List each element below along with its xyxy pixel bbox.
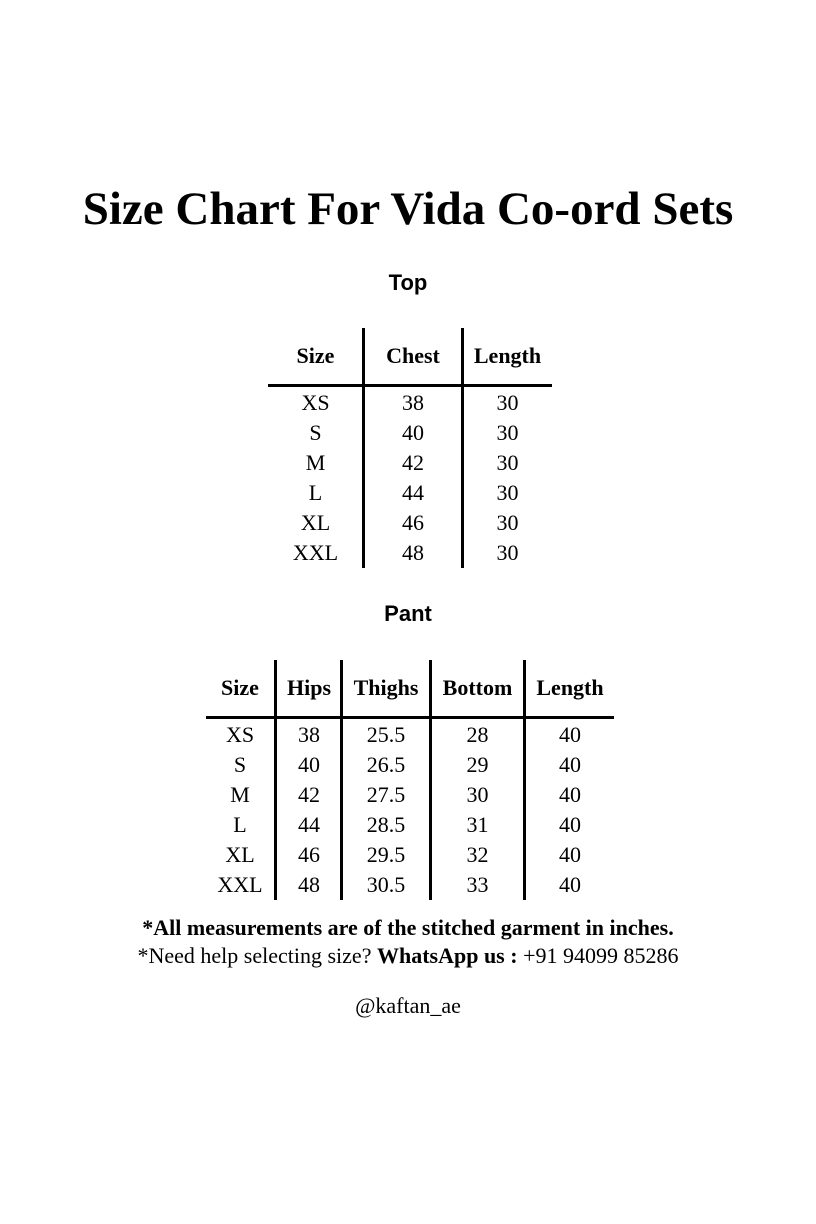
table-cell: XS [301, 390, 330, 415]
table-cell: 40 [559, 722, 581, 747]
table-cell: 28 [466, 722, 489, 747]
table-cell: 28.5 [366, 812, 406, 837]
table-cell: 29.5 [366, 842, 406, 867]
table-cell: 40 [559, 752, 581, 777]
help-note-prefix: *Need help selecting size? [137, 943, 377, 968]
column-header: Length [473, 343, 542, 368]
table-cell: 42 [298, 782, 320, 807]
table-cell: 33 [466, 872, 489, 897]
table-cell: 40 [559, 872, 581, 897]
table-cell: 30.5 [366, 872, 406, 897]
table-cell: 40 [298, 752, 320, 777]
table-cell: 32 [466, 842, 489, 867]
table-cell: XXL [292, 540, 339, 565]
table-cell: 46 [298, 842, 320, 867]
column-divider [340, 660, 343, 900]
column-header: Chest [386, 343, 440, 368]
whatsapp-label: WhatsApp us : [376, 943, 518, 968]
table-cell: 40 [402, 420, 424, 445]
table-cell: 30 [496, 480, 519, 505]
measurement-note-text: *All measurements are of the stitched garment in inches. [142, 915, 674, 940]
help-note [0, 942, 816, 970]
header-rule [268, 384, 552, 387]
column-header: Size [221, 675, 259, 700]
table-cell: 30 [496, 510, 519, 535]
table-cell: 25.5 [366, 722, 406, 747]
table-cell: 38 [402, 390, 424, 415]
column-header: Size [296, 343, 335, 368]
top-section-heading: Top [388, 270, 428, 295]
header-rule [206, 716, 614, 719]
table-cell: 31 [466, 812, 489, 837]
table-cell: XL [300, 510, 331, 535]
whatsapp-phone: +91 94099 85286 [517, 943, 679, 968]
table-cell: 44 [402, 480, 424, 505]
column-header: Bottom [442, 675, 513, 700]
table-cell: 44 [298, 812, 320, 837]
table-cell: 38 [298, 722, 320, 747]
pant-section-heading: Pant [384, 601, 432, 626]
table-cell: 48 [402, 540, 424, 565]
column-divider [274, 660, 277, 900]
table-cell: S [233, 752, 247, 777]
table-cell: 48 [298, 872, 320, 897]
column-header: Length [536, 675, 604, 700]
table-cell: 40 [559, 782, 581, 807]
table-cell: 46 [402, 510, 424, 535]
table-cell: L [233, 812, 247, 837]
table-cell: 42 [402, 450, 424, 475]
table-cell: XL [225, 842, 255, 867]
page-title: Size Chart For Vida Co-ord Sets [82, 183, 734, 235]
table-cell: L [308, 480, 323, 505]
measurement-note [0, 914, 816, 942]
column-divider [362, 328, 365, 568]
table-cell: 30 [496, 450, 519, 475]
table-cell: 26.5 [366, 752, 406, 777]
table-cell: 40 [559, 812, 581, 837]
table-cell: 30 [496, 420, 519, 445]
column-divider [523, 660, 526, 900]
table-cell: 30 [496, 390, 519, 415]
table-cell: M [230, 782, 250, 807]
table-cell: 27.5 [366, 782, 406, 807]
table-cell: 30 [496, 540, 519, 565]
table-cell: XXL [217, 872, 263, 897]
top-size-table [268, 328, 552, 568]
column-divider [461, 328, 464, 568]
table-cell: S [309, 420, 322, 445]
table-cell: M [305, 450, 326, 475]
table-cell: 29 [466, 752, 489, 777]
column-header: Hips [286, 675, 332, 700]
instagram-handle: @kaftan_ae [355, 993, 461, 1018]
table-cell: 40 [559, 842, 581, 867]
table-cell: XS [225, 722, 255, 747]
table-cell: 30 [466, 782, 489, 807]
column-divider [429, 660, 432, 900]
column-header: Thighs [353, 675, 419, 700]
pant-size-table [206, 660, 614, 900]
